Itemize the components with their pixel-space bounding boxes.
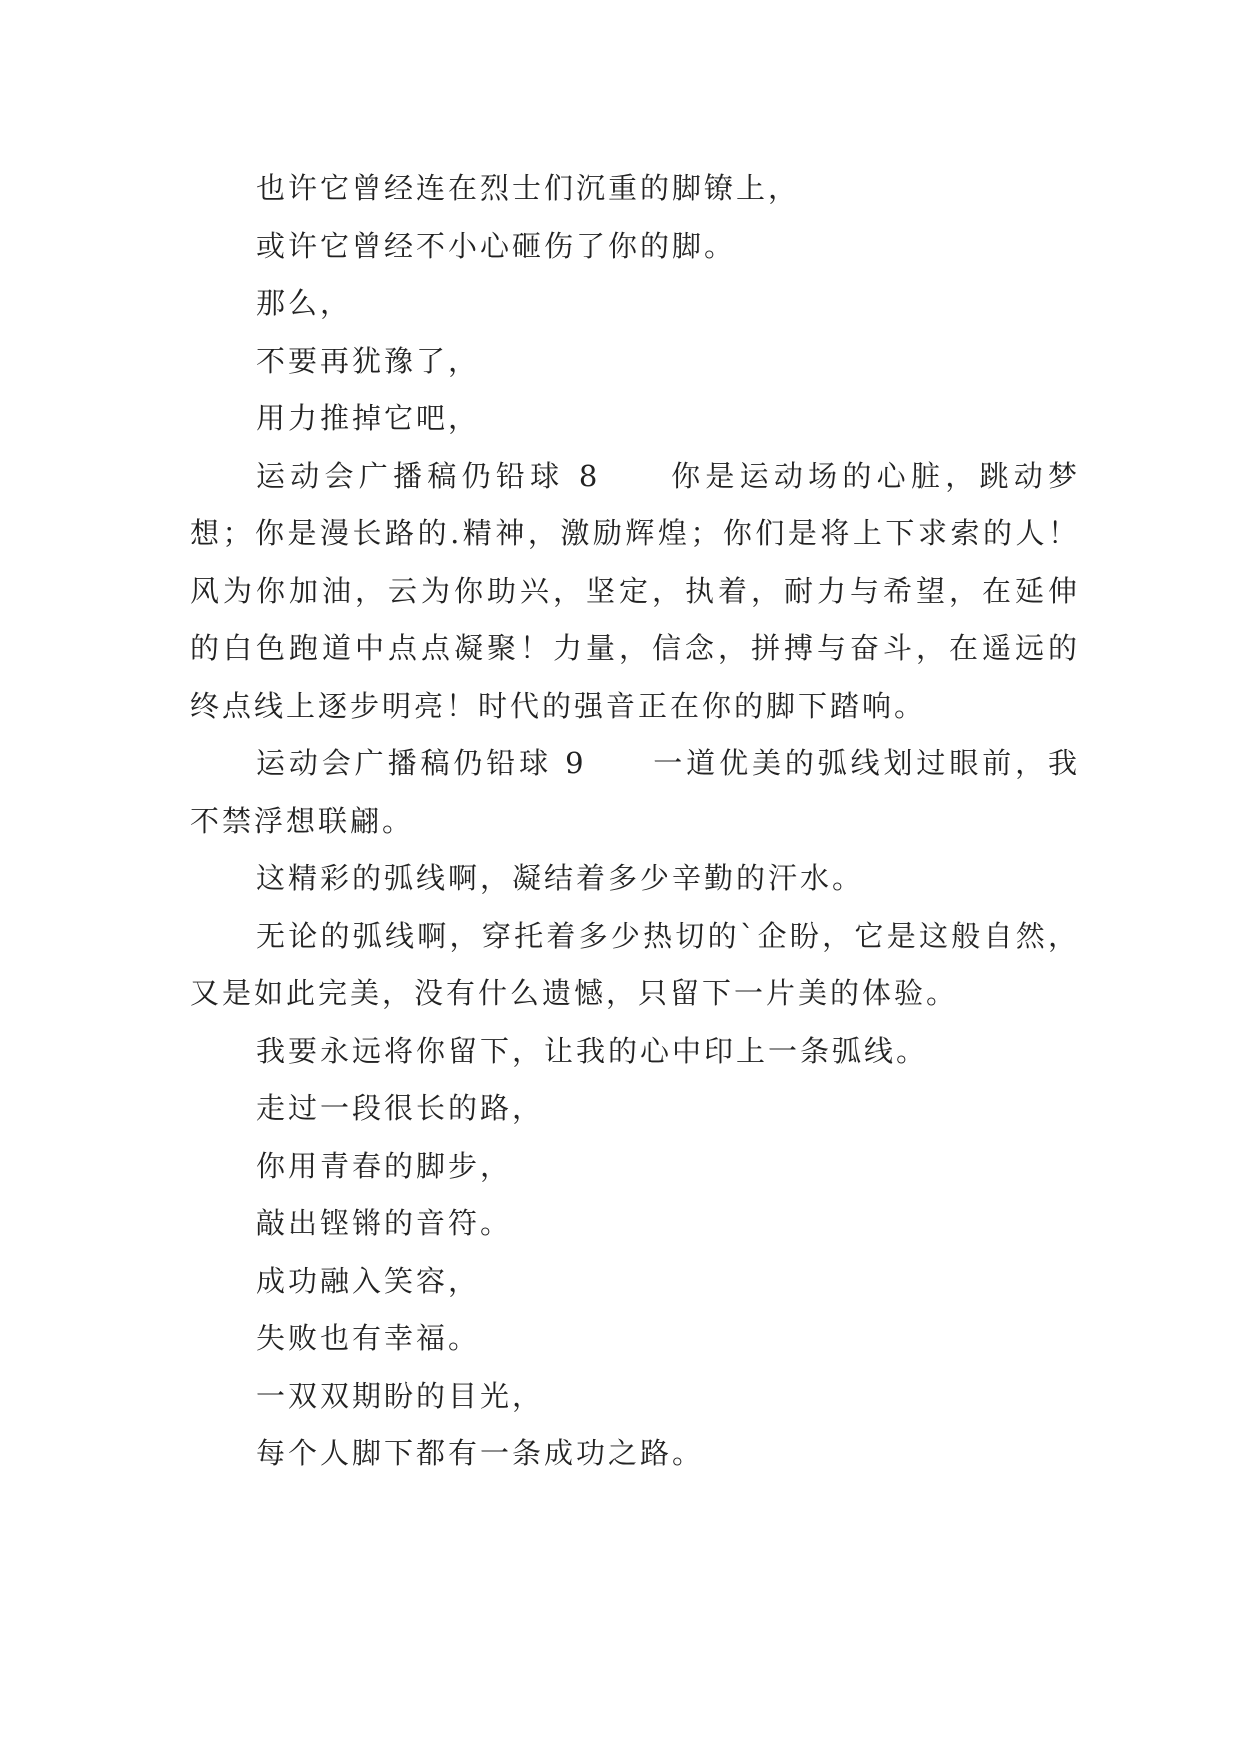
paragraph: 那么，: [256, 286, 353, 320]
paragraph: 运动会广播稿仍铅球 8 你是运动场的心脏，跳动梦想；你是漫长路的.精神，激励辉煌；你们是将上下求索的人！风为你加油，云为你助兴，坚定，执着，耐力与希望，在延伸的白色跑道中点点凝聚！力量，信念，拼搏与奋斗，在遥远的终点线上逐步明亮！时代的强音正在你的脚下踏响。: [190, 458, 1080, 723]
paragraph: 运动会广播稿仍铅球 9 一道优美的弧线划过眼前，我不禁浮想联翩。: [190, 746, 1080, 838]
paragraph: 也许它曾经连在烈士们沉重的脚镣上，: [256, 171, 801, 205]
paragraph: 成功融入笑容，: [256, 1263, 481, 1298]
paragraph: 你用青春的脚步，: [256, 1148, 513, 1183]
paragraph: 用力推掉它吧，: [256, 401, 481, 435]
paragraph: 一双双期盼的目光，: [256, 1378, 545, 1413]
document-body: [190, 160, 1080, 1483]
paragraph: 无论的弧线啊，穿托着多少热切的`企盼，它是这般自然，又是如此完美，没有什么遗憾，只留下一片美的体验。: [190, 918, 1080, 1010]
paragraph: 走过一段很长的路，: [256, 1091, 545, 1125]
paragraph: 不要再犹豫了，: [256, 343, 481, 378]
paragraph: 这精彩的弧线啊，凝结着多少辛勤的汗水。: [256, 861, 865, 895]
paragraph: 或许它曾经不小心砸伤了你的脚。: [256, 228, 737, 263]
paragraph: 每个人脚下都有一条成功之路。: [256, 1436, 705, 1470]
paragraph: 失败也有幸福。: [256, 1321, 481, 1355]
paragraph: 敲出铿锵的音符。: [256, 1206, 513, 1240]
paragraph: 我要永远将你留下，让我的心中印上一条弧线。: [256, 1033, 929, 1068]
